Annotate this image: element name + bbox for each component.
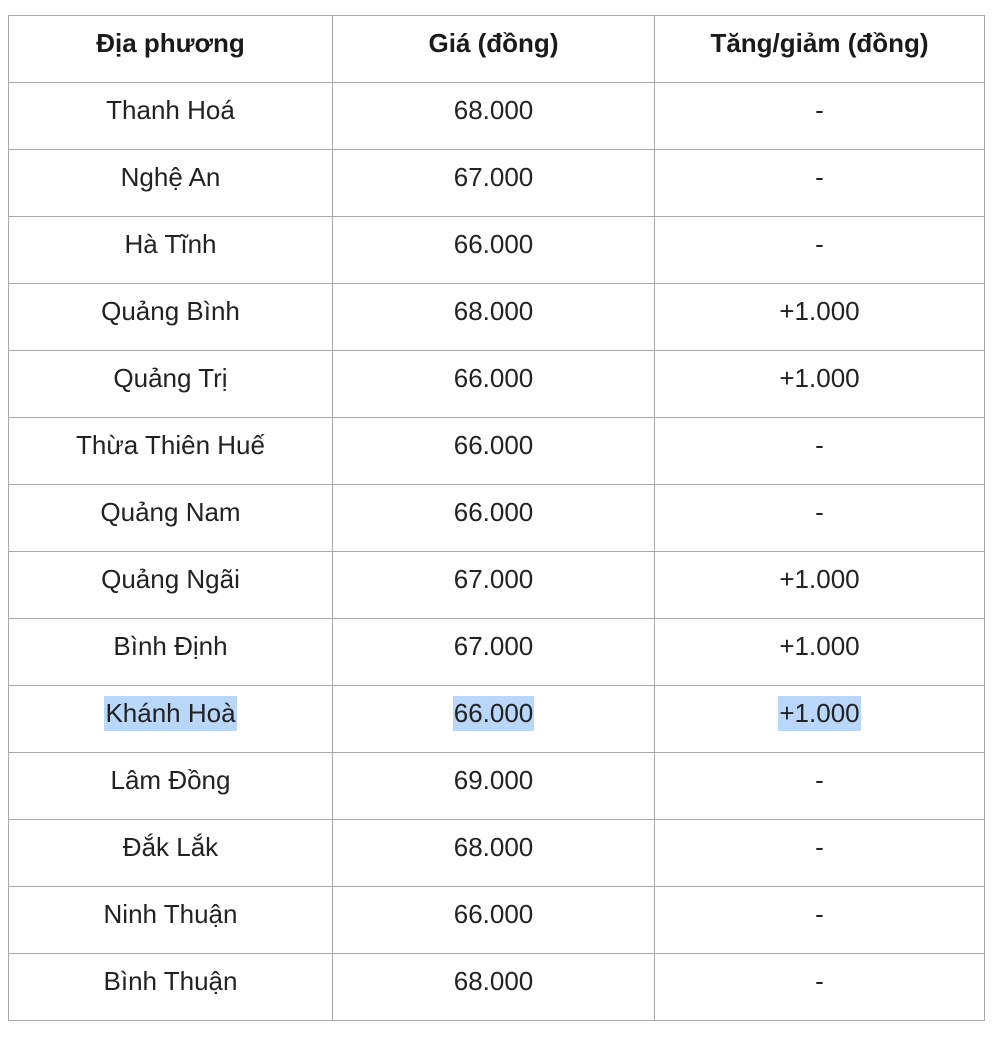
cell-region — [9, 619, 333, 686]
cell-region — [9, 418, 333, 485]
price-table — [8, 15, 985, 1021]
cell-price — [333, 217, 655, 284]
table-row — [9, 686, 985, 753]
cell-region-text: Quảng Ngãi — [101, 564, 240, 594]
cell-region-text: Đắk Lắk — [122, 832, 219, 862]
cell-change — [655, 619, 985, 686]
cell-price-text: 69.000 — [453, 765, 534, 795]
cell-price — [333, 753, 655, 820]
table-row — [9, 954, 985, 1021]
table-row — [9, 485, 985, 552]
cell-change — [655, 686, 985, 753]
cell-change — [655, 954, 985, 1021]
cell-price-text: 68.000 — [453, 966, 534, 996]
cell-region-text: Quảng Nam — [100, 497, 241, 527]
cell-region-text: Quảng Trị — [113, 363, 228, 393]
table-row — [9, 753, 985, 820]
cell-change-text: +1.000 — [779, 296, 860, 326]
cell-change-text: - — [815, 229, 824, 259]
cell-change — [655, 83, 985, 150]
cell-price — [333, 552, 655, 619]
cell-price-text: 66.000 — [453, 430, 534, 460]
cell-change-text: +1.000 — [778, 696, 860, 731]
cell-change — [655, 284, 985, 351]
cell-change — [655, 887, 985, 954]
cell-change — [655, 418, 985, 485]
cell-change-text: - — [815, 899, 824, 929]
cell-region-text: Hà Tĩnh — [124, 229, 217, 259]
table-row — [9, 217, 985, 284]
table-row — [9, 887, 985, 954]
cell-region — [9, 284, 333, 351]
cell-region — [9, 351, 333, 418]
cell-price — [333, 284, 655, 351]
cell-price — [333, 150, 655, 217]
cell-change-text: +1.000 — [779, 363, 860, 393]
cell-change — [655, 150, 985, 217]
cell-price — [333, 351, 655, 418]
cell-change — [655, 485, 985, 552]
table-row — [9, 284, 985, 351]
cell-price-text: 67.000 — [453, 564, 534, 594]
cell-region — [9, 552, 333, 619]
cell-region-text: Thanh Hoá — [106, 95, 235, 125]
cell-region — [9, 217, 333, 284]
cell-change-text: - — [815, 832, 824, 862]
cell-region — [9, 150, 333, 217]
cell-change — [655, 552, 985, 619]
cell-price-text: 66.000 — [453, 696, 535, 731]
cell-change-text: - — [815, 765, 824, 795]
cell-region — [9, 887, 333, 954]
table-body — [9, 83, 985, 1021]
cell-change-text: - — [815, 162, 824, 192]
header-change: Tăng/giảm (đồng) — [655, 16, 985, 83]
cell-change-text: - — [815, 497, 824, 527]
cell-price — [333, 887, 655, 954]
cell-price — [333, 83, 655, 150]
table-header-row — [9, 16, 985, 83]
cell-change-text: +1.000 — [779, 564, 860, 594]
cell-region-text: Thừa Thiên Huế — [76, 430, 265, 460]
cell-region-text: Nghệ An — [120, 162, 221, 192]
cell-region-text: Bình Thuận — [103, 966, 238, 996]
cell-price — [333, 418, 655, 485]
cell-price-text: 66.000 — [453, 363, 534, 393]
table-row — [9, 150, 985, 217]
cell-price-text: 67.000 — [453, 631, 534, 661]
cell-price-text: 68.000 — [453, 296, 534, 326]
cell-region — [9, 485, 333, 552]
table-row — [9, 418, 985, 485]
table-row — [9, 820, 985, 887]
header-region: Địa phương — [9, 16, 333, 83]
cell-change-text: - — [815, 95, 824, 125]
cell-region — [9, 954, 333, 1021]
cell-price-text: 66.000 — [453, 229, 534, 259]
table-row — [9, 619, 985, 686]
cell-price-text: 66.000 — [453, 899, 534, 929]
table-row — [9, 552, 985, 619]
cell-region-text: Ninh Thuận — [103, 899, 238, 929]
cell-price — [333, 485, 655, 552]
header-price: Giá (đồng) — [333, 16, 655, 83]
price-table-container — [8, 15, 984, 1021]
cell-region-text: Lâm Đồng — [110, 765, 231, 795]
cell-change-text: - — [815, 430, 824, 460]
cell-change — [655, 753, 985, 820]
cell-change-text: +1.000 — [779, 631, 860, 661]
cell-price — [333, 619, 655, 686]
cell-change — [655, 820, 985, 887]
cell-region-text: Quảng Bình — [101, 296, 240, 326]
cell-region — [9, 753, 333, 820]
cell-price — [333, 686, 655, 753]
cell-price-text: 68.000 — [453, 832, 534, 862]
cell-change-text: - — [815, 966, 824, 996]
cell-price-text: 66.000 — [453, 497, 534, 527]
cell-region — [9, 686, 333, 753]
cell-price — [333, 820, 655, 887]
table-row — [9, 83, 985, 150]
cell-region-text: Khánh Hoà — [104, 696, 236, 731]
cell-region — [9, 820, 333, 887]
cell-change — [655, 351, 985, 418]
cell-price — [333, 954, 655, 1021]
cell-region — [9, 83, 333, 150]
cell-price-text: 67.000 — [453, 162, 534, 192]
cell-change — [655, 217, 985, 284]
table-row — [9, 351, 985, 418]
cell-region-text: Bình Định — [113, 631, 228, 661]
cell-price-text: 68.000 — [453, 95, 534, 125]
